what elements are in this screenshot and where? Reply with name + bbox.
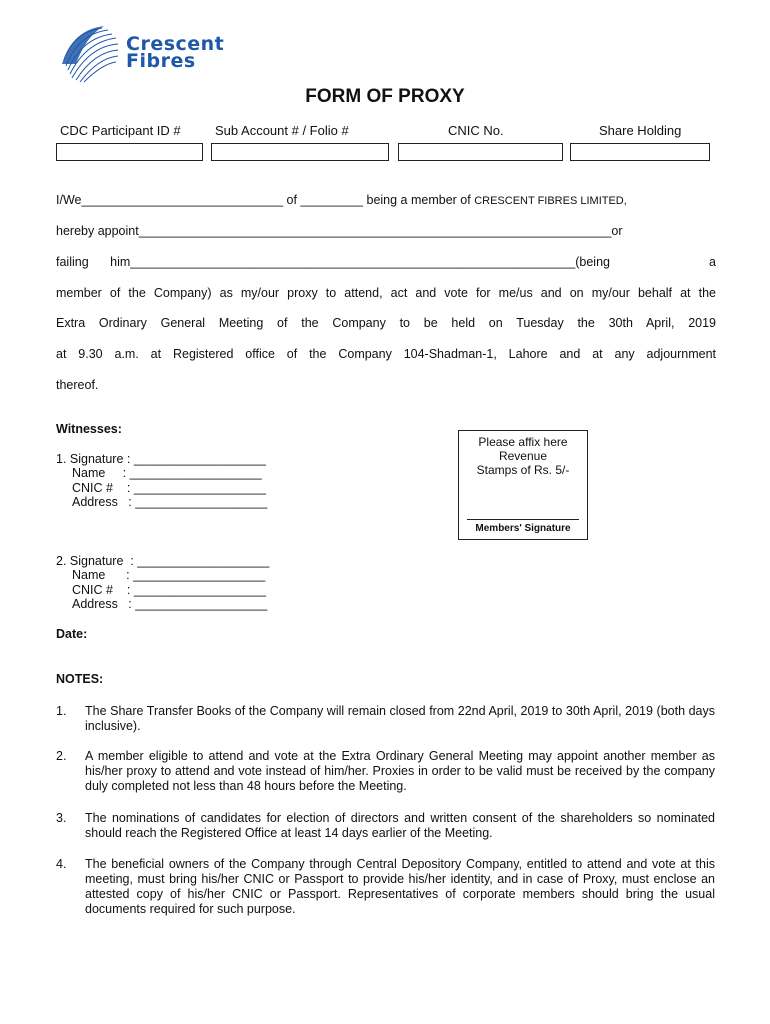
note-2-text: A member eligible to attend and vote at the Extra Ordinary General Meeting may appoint another member as his/her proxy to attend and vote instead of him/her. Proxies in order to be valid must be received by the company duly completed not less than 48 hours before the Meeting. [85, 749, 715, 793]
stamp-line-3: Stamps of Rs. 5/- [476, 463, 570, 477]
member-line-text: I/We_____________________________ of _________ being a member of [56, 193, 471, 207]
note-1-text: The Share Transfer Books of the Company will remain closed from 22nd April, 2019 to 30th April, 2019 (both days inclusive). [85, 704, 715, 733]
appoint-line: hereby appoint____________________________________________________________________or [56, 224, 623, 238]
logo-line1: Crescent [126, 33, 225, 55]
note-4-number: 4. [56, 857, 67, 871]
stamp-line-2: Revenue [498, 449, 548, 463]
logo-line2: Fibres [126, 50, 196, 72]
members-signature-label: Members' Signature [475, 523, 571, 534]
witness1-name: Name : ___________________ [72, 466, 262, 480]
page-title: FORM OF PROXY [305, 86, 465, 107]
signature-line [467, 519, 579, 520]
witness2-name: Name : ___________________ [72, 568, 266, 582]
body-line-4: member of the Company) as my/our proxy to attend, act and vote for me/us and on my/our behalf at the [56, 286, 716, 300]
failing-text: failing [56, 255, 89, 269]
witness2-signature: 2. Signature : ___________________ [56, 554, 270, 568]
him-text: him________________________________________________________________(being [110, 255, 610, 269]
share-holding-field[interactable] [570, 143, 710, 161]
header-share-holding: Share Holding [599, 123, 682, 138]
body-line-7: thereof. [56, 378, 99, 392]
logo-globe-icon [58, 24, 122, 88]
body-line-5: Extra Ordinary General Meeting of the Company to be held on Tuesday the 30th April, 2019 [56, 316, 716, 330]
note-4-text: The beneficial owners of the Company through Central Depository Company, entitled to attend and vote at this meeting, must bring his/her CNIC or Passport to provide his/her identity, and in case of Proxy, must enclose an attested copy of his/her CNIC or Passport. Representatives of corporate members should bring the usual documents required for such purpose. [85, 857, 715, 916]
company-name: CRESCENT FIBRES LIMITED, [474, 195, 627, 207]
body-line-6: at 9.30 a.m. at Registered office of the Company 104-Shadman-1, Lahore and at any adjournment [56, 347, 716, 361]
witness2-address: Address : ___________________ [72, 597, 268, 611]
note-3-text: The nominations of candidates for election of directors and written consent of the shareholders so nominated should reach the Registered Office at least 14 days earlier of the Meeting. [85, 811, 715, 840]
note-1-number: 1. [56, 704, 67, 718]
header-sub-account: Sub Account # / Folio # [215, 123, 349, 138]
witness1-address: Address : ___________________ [72, 495, 268, 509]
stamp-line-1: Please affix here [478, 435, 568, 449]
body-line-3 [56, 255, 716, 269]
witness1-cnic: CNIC # : ___________________ [72, 481, 266, 495]
note-2-number: 2. [56, 749, 67, 763]
body-line-1 [56, 193, 716, 207]
note-3-number: 3. [56, 811, 67, 825]
witness2-cnic: CNIC # : ___________________ [72, 583, 266, 597]
cdc-id-field[interactable] [56, 143, 203, 161]
date-label: Date: [56, 627, 88, 641]
notes-heading: NOTES: [56, 672, 104, 686]
witnesses-heading: Witnesses: [56, 422, 122, 436]
header-cnic: CNIC No. [448, 123, 504, 138]
a-text: a [709, 255, 716, 269]
header-cdc-id: CDC Participant ID # [60, 123, 181, 138]
cnic-field[interactable] [398, 143, 563, 161]
company-logo [58, 24, 258, 88]
witness1-signature: 1. Signature : ___________________ [56, 452, 266, 466]
revenue-stamp-box [458, 430, 588, 540]
sub-account-field[interactable] [211, 143, 389, 161]
